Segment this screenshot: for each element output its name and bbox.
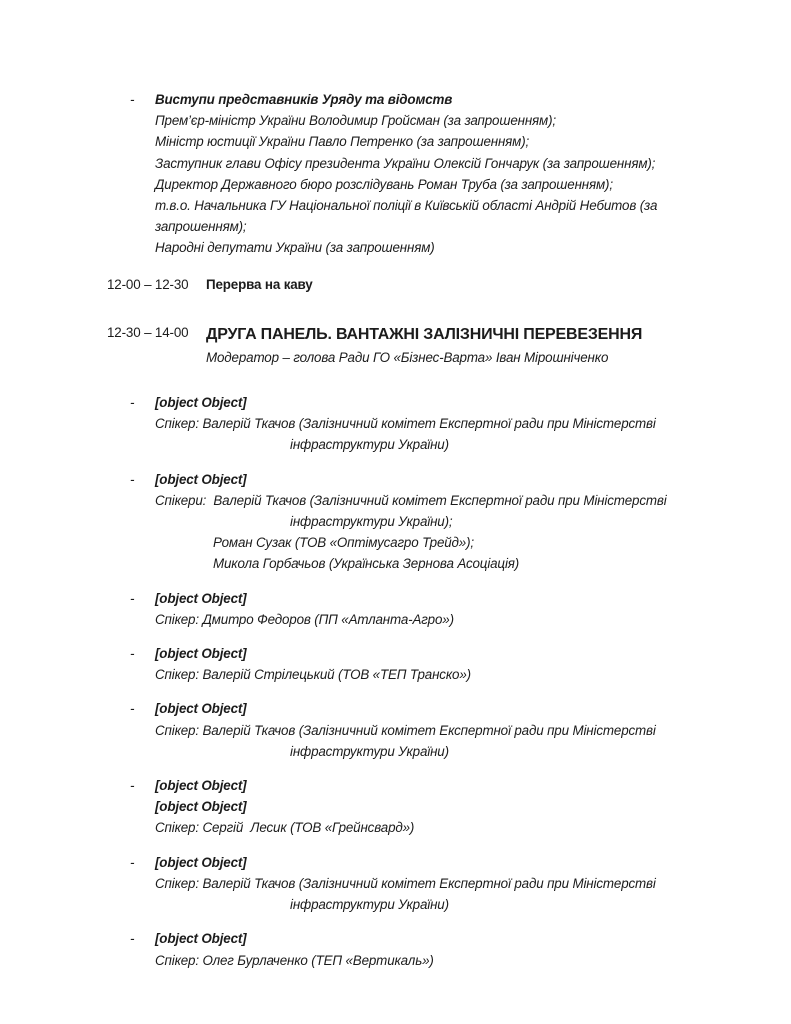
speaker-line: Спікери: Валерій Ткачов (Залізничний комітет Експертної ради при Міністерстві (155, 492, 667, 508)
panel-title: ДРУГА ПАНЕЛЬ. ВАНТАЖНІ ЗАЛІЗНИЧНІ ПЕРЕВЕЗЕННЯ (206, 325, 643, 343)
topic-item (0, 852, 791, 916)
topic-title (155, 643, 791, 664)
topic-title (155, 698, 791, 719)
topic-speakers (155, 720, 791, 762)
topic-item (0, 469, 791, 575)
speaker-line: Спікер: Валерій Ткачов (Залізничний комітет Експертної ради при Міністерстві (155, 875, 656, 891)
topic-item (0, 643, 791, 685)
bullet-dash: - (130, 395, 135, 411)
topic-title-line: [object Object] (155, 701, 247, 717)
topic-title (155, 852, 791, 873)
gov-speaker-line: Прем’єр-міністр України Володимир Гройсман (за запрошенням); (155, 113, 556, 129)
panel-moderator: Модератор – голова Ради ГО «Бізнес-Варта» Іван Мірошніченко (206, 349, 609, 365)
gov-speaker-line: Міністр юстиції України Павло Петренко (за запрошенням); (155, 134, 530, 150)
topic-title (155, 392, 791, 413)
topic-title-line: [object Object] (155, 778, 247, 794)
topics-list (0, 392, 791, 971)
topic-speakers (155, 413, 791, 455)
panel-time: 12-30 – 14-00 (107, 324, 189, 340)
gov-block-lines (155, 110, 791, 258)
gov-speaker-line: Народні депутати України (за запрошенням) (155, 240, 435, 256)
speaker-line: інфраструктури України) (290, 897, 449, 913)
gov-speaker-line: т.в.о. Начальника ГУ Національної поліції в Київській області Андрій Небитов (за (155, 198, 658, 214)
speaker-line: Роман Сузак (ТОВ «Оптімусагро Трейд»); (213, 535, 474, 551)
bullet-dash: - (130, 590, 135, 606)
bullet-dash: - (130, 92, 135, 107)
topic-title-line: [object Object] (155, 471, 247, 487)
topic-speakers (155, 490, 791, 575)
topic-item (0, 775, 791, 839)
topic-title-line: [object Object] (155, 590, 247, 606)
topic-speakers (155, 950, 791, 971)
speaker-line: Спікер: Дмитро Федоров (ПП «Атланта-Агро») (155, 611, 454, 627)
coffee-break-row (0, 274, 791, 295)
speaker-line: Спікер: Валерій Ткачов (Залізничний комітет Експертної ради при Міністерстві (155, 416, 656, 432)
bullet-dash: - (130, 931, 135, 947)
topic-title-line: [object Object] (155, 646, 247, 662)
topic-speakers (155, 873, 791, 915)
topic-title-line: [object Object] (155, 931, 247, 947)
topic-title (155, 469, 791, 490)
speaker-line: Спікер: Сергій Лесик (ТОВ «Грейнсвард») (155, 820, 415, 836)
gov-speaker-line: запрошенням); (155, 219, 247, 235)
topic-speakers (155, 609, 791, 630)
topic-title (155, 775, 791, 817)
speaker-line: Спікер: Олег Бурлаченко (ТЕП «Вертикаль») (155, 952, 434, 968)
topic-title (155, 928, 791, 949)
speaker-line: Микола Горбачьов (Українська Зернова Асоціація) (213, 556, 520, 572)
speaker-line: інфраструктури України) (290, 743, 449, 759)
bullet-dash: - (130, 701, 135, 717)
topic-speakers (155, 664, 791, 685)
speaker-line: інфраструктури України); (290, 514, 453, 530)
bullet-dash: - (130, 854, 135, 870)
topic-speakers (155, 817, 791, 838)
coffee-break-label: Перерва на каву (206, 276, 313, 292)
gov-speakers-block (0, 89, 791, 259)
topic-item (0, 588, 791, 630)
topic-title (155, 588, 791, 609)
bullet-dash: - (130, 471, 135, 487)
topic-title-line: [object Object] (155, 799, 247, 815)
topic-title-line: [object Object] (155, 395, 247, 411)
speaker-line: інфраструктури України) (290, 437, 449, 453)
bullet-dash: - (130, 778, 135, 794)
gov-speaker-line: Заступник глави Офісу президента України Олексій Гончарук (за запрошенням); (155, 155, 656, 171)
gov-block-title: Виступи представників Уряду та відомств (155, 92, 453, 107)
coffee-break-time: 12-00 – 12-30 (107, 276, 189, 292)
topic-title-line: [object Object] (155, 854, 247, 870)
bullet-dash: - (130, 646, 135, 662)
topic-item (0, 928, 791, 970)
panel-heading-row (0, 322, 791, 368)
topic-item (0, 392, 791, 456)
speaker-line: Спікер: Валерій Стрілецький (ТОВ «ТЕП Транско») (155, 667, 471, 683)
topic-item (0, 698, 791, 762)
gov-speaker-line: Директор Державного бюро розслідувань Роман Труба (за запрошенням); (155, 176, 613, 192)
speaker-line: Спікер: Валерій Ткачов (Залізничний комітет Експертної ради при Міністерстві (155, 722, 656, 738)
